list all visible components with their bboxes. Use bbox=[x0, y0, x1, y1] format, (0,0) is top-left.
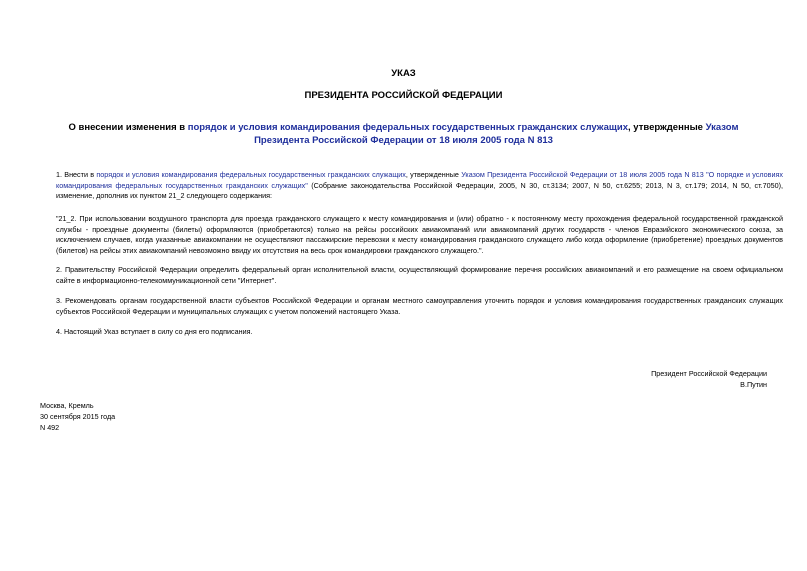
paragraph-1-link-decree[interactable]: Указом Президента Российской Федерации от 18 июля 2005 года N 813 "О порядке и условиях командирования федеральных государственных гражданских служащих" bbox=[56, 170, 783, 190]
signature-position: Президент Российской Федерации bbox=[651, 369, 767, 378]
document-heading bbox=[40, 121, 767, 147]
signing-date: 30 сентября 2015 года bbox=[40, 411, 116, 421]
heading-link-procedure[interactable]: порядок и условия командирования федеральных государственных гражданских служащих bbox=[187, 122, 629, 133]
heading-text-mid: , утвержденные bbox=[628, 122, 706, 133]
paragraph-2: 2. Правительству Российской Федерации определить федеральный орган исполнительной власти, осуществляющий формирование перечня российских авиакомпаний и его размещение на своем официальном сайте в информационно-телекоммуникационной сети "Интернет". bbox=[56, 265, 783, 285]
place-date-block bbox=[40, 401, 115, 433]
paragraph-1-prefix: 1. Внести в bbox=[56, 170, 97, 179]
document-subtitle: ПРЕЗИДЕНТА РОССИЙСКОЙ ФЕДЕРАЦИИ bbox=[304, 90, 503, 101]
paragraph-quote: "21_2. При использовании воздушного транспорта для проезда гражданского служащего к месту командирования и (или) обратно - к постоянному месту прохождения федеральной государственной гражданской службы - проездные документы (билеты) оформляются (приобретаются) только на рейсы российских авиакомпаний или авиакомпаний других государств - членов Евразийского экономического союза, за исключением случаев, когда указанные авиакомпании не осуществляют пассажирские перевозки к месту командирования гражданского служащего либо когда оформление (приобретение) проездных документов (билетов) на рейсы этих авиакомпаний невозможно ввиду их отсутствия на весь срок командировки гражданского служащего.". bbox=[56, 214, 783, 255]
paragraph-1 bbox=[40, 170, 783, 202]
signature-block bbox=[651, 369, 767, 390]
document-title: УКАЗ bbox=[391, 68, 416, 79]
paragraph-1-mid: , утвержденные bbox=[405, 170, 462, 179]
paragraph-1-suffix: (Собрание законодательства Российской Федерации, 2005, N 30, ст.3134; 2007, N 50, ст.6255; 2013, N 3, ст.179; 2014, N 50, ст.7050), изменение, дополнив их пунктом 21_2 следующего содержания: bbox=[56, 180, 784, 201]
paragraph-3: 3. Рекомендовать органам государственной власти субъектов Российской Федерации и органам местного самоуправления уточнить порядок и условия командирования государственных гражданских служащих субъектов Российской Федерации и муниципальных служащих с учетом положений настоящего Указа. bbox=[56, 296, 783, 316]
heading-text-prefix: О внесении изменения в bbox=[68, 122, 188, 133]
paragraph-1-link-procedure[interactable]: порядок и условия командирования федеральных государственных гражданских служащих bbox=[96, 170, 406, 179]
paragraph-4: 4. Настоящий Указ вступает в силу со дня его подписания. bbox=[56, 327, 253, 336]
signature-name: В.Путин bbox=[740, 379, 767, 389]
decree-number: N 492 bbox=[40, 422, 60, 432]
heading-link-decree[interactable]: Указом Президента Российской Федерации от 18 июля 2005 года N 813 bbox=[254, 122, 739, 146]
signing-place: Москва, Кремль bbox=[40, 401, 94, 410]
